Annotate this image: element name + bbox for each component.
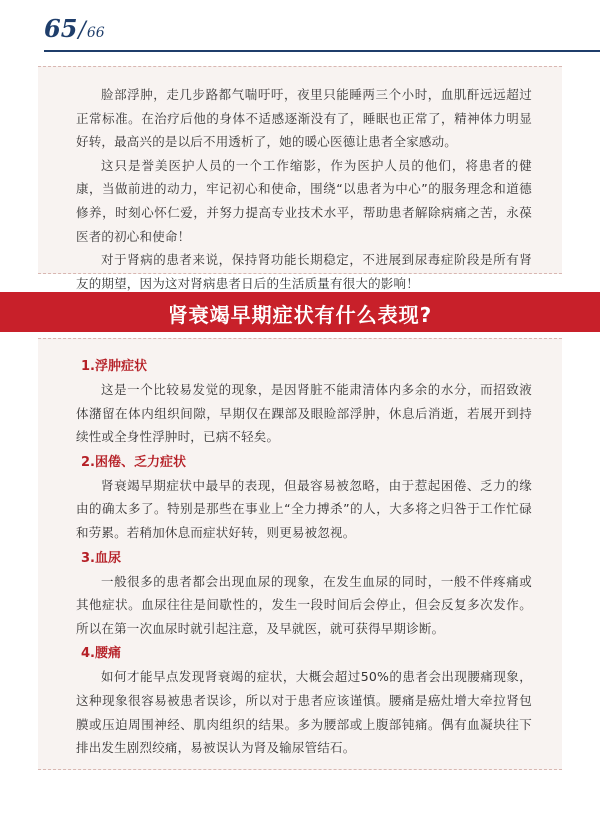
symptoms-box bbox=[38, 338, 562, 770]
page-current: 65 bbox=[44, 14, 78, 43]
page-total: 66 bbox=[86, 25, 105, 41]
page-header bbox=[0, 0, 600, 56]
section-banner bbox=[0, 292, 600, 332]
header-rule bbox=[44, 50, 600, 52]
page-number bbox=[44, 14, 105, 43]
section-text-4: 如何才能早点发现肾衰竭的症状，大概会超过50%的患者会出现腰痛现象，这种现象很容易被患者误诊，所以对于患者应该谨慎。腰痛是癌灶增大牵拉肾包膜或压迫周围神经、肌肉组织的结果。多为腰部或上腹部钝痛。偶有血凝块往下排出发生剧烈绞痛，易被误认为肾及输尿管结石。 bbox=[76, 669, 532, 756]
section-heading-4: 4.腰痛 bbox=[81, 646, 121, 662]
intro-paragraph-1: 脸部浮肿，走几步路都气喘吁吁，夜里只能睡两三个小时，血肌酐远远超过正常标准。在治疗后他的身体不适感逐渐没有了，睡眠也正常了，精神体力明显好转，最高兴的是以后不用透析了，她的暖心医德让患者全家感动。 bbox=[76, 87, 532, 150]
section-text-3: 一般很多的患者都会出现血尿的现象，在发生血尿的同时，一般不伴疼痛或其他症状。血尿往往是间歇性的，发生一段时间后会停止，但会反复多次发作。所以在第一次血尿时就引起注意，及早就医，就可获得早期诊断。 bbox=[76, 573, 532, 636]
banner-title: 肾衰竭早期症状有什么表现? bbox=[167, 303, 433, 327]
section-heading-2: 2.困倦、乏力症状 bbox=[81, 454, 186, 470]
section-text-1: 这是一个比较易发觉的现象，是因肾脏不能肃清体内多余的水分，而招致液体潴留在体内组织间隙，早期仅在踝部及眼睑部浮肿，休息后消逝，若展开到持续性或全身性浮肿时，已病不轻矣。 bbox=[76, 382, 532, 445]
page-slash: / bbox=[78, 18, 86, 43]
section-text-2: 肾衰竭早期症状中最早的表现，但最容易被忽略，由于惹起困倦、乏力的缘由的确太多了。特别是那些在事业上“全力搏杀”的人，大多将之归咎于工作忙碌和劳累。若稍加休息而症状好转，则更易被忽视。 bbox=[76, 477, 532, 540]
section-heading-1: 1.浮肿症状 bbox=[81, 359, 147, 374]
intro-paragraph-3: 对于肾病的患者来说，保持肾功能长期稳定，不进展到尿毒症阶段是所有肾友的期望，因为这对肾病患者日后的生活质量有很大的影响！ bbox=[76, 252, 532, 291]
section-heading-3: 3.血尿 bbox=[81, 550, 121, 566]
intro-paragraph-2: 这只是誉美医护人员的一个工作缩影，作为医护人员的他们，将患者的健康，当做前进的动力，牢记初心和使命，围绕“以患者为中心”的服务理念和道德修养，时刻心怀仁爱，并努力提高专业技术水平，帮助患者解除病痛之苦，永葆医者的初心和使命！ bbox=[76, 157, 532, 244]
intro-box bbox=[38, 66, 562, 291]
